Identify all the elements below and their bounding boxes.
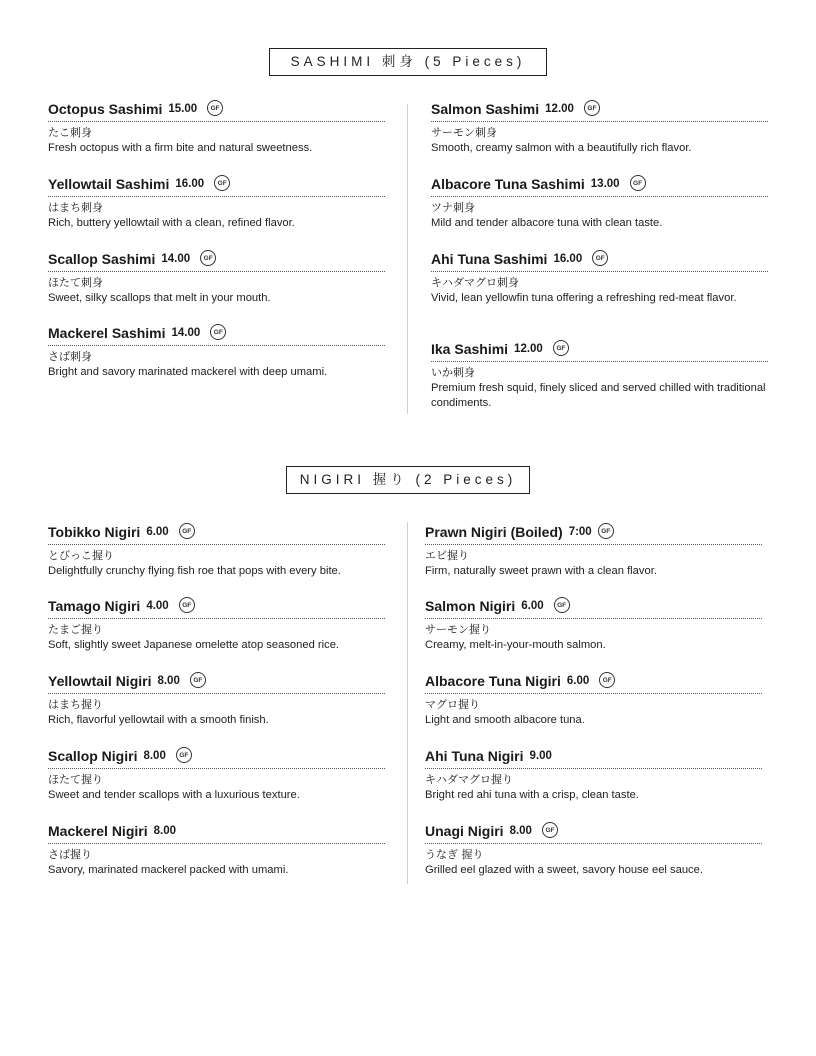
menu-item: [425, 822, 762, 878]
dotted-leader: [48, 693, 385, 694]
item-description: Rich, flavorful yellowtail with a smooth finish.: [48, 714, 269, 726]
item-description: Delightfully crunchy flying fish roe that pops with every bite.: [48, 565, 341, 577]
item-japanese-name: キハダマグロ握り: [425, 773, 513, 786]
item-name: Prawn Nigiri (Boiled): [425, 524, 563, 540]
menu-item: [425, 523, 762, 579]
item-description: Savory, marinated mackerel packed with umami.: [48, 864, 289, 876]
item-description: Vivid, lean yellowfin tuna offering a refreshing red-meat flavor.: [431, 292, 737, 304]
item-description: Premium fresh squid, finely sliced and served chilled with traditional condiments.: [431, 382, 766, 409]
menu-item: [425, 597, 762, 653]
menu-item: [425, 672, 762, 728]
nigiri-title-text: NIGIRI 握り (2 Pieces): [299, 472, 517, 487]
item-name: Albacore Tuna Nigiri: [425, 673, 561, 689]
menu-item: [48, 822, 385, 878]
item-price: 6.00: [521, 600, 544, 612]
item-name: Tobikko Nigiri: [48, 524, 141, 540]
sashimi-section-title: [269, 48, 547, 76]
sashimi-title-text: SASHIMI 刺身 (5 Pieces): [290, 54, 526, 69]
item-name: Yellowtail Nigiri: [48, 673, 152, 689]
menu-item: [48, 324, 385, 380]
item-description: Sweet, silky scallops that melt in your mouth.: [48, 292, 271, 304]
item-price: 14.00: [161, 253, 191, 265]
item-japanese-name: ほたて刺身: [48, 276, 103, 289]
item-price: 15.00: [168, 103, 198, 115]
item-name: Octopus Sashimi: [48, 101, 163, 117]
item-name: Mackerel Nigiri: [48, 823, 148, 839]
item-name: Ahi Tuna Sashimi: [431, 251, 548, 267]
gluten-free-icon: GF: [176, 747, 192, 763]
item-name: Scallop Nigiri: [48, 748, 138, 764]
item-japanese-name: ほたて握り: [48, 773, 103, 786]
item-price: 8.00: [157, 675, 180, 687]
item-price: 8.00: [143, 750, 166, 762]
menu-item: [48, 100, 385, 156]
gluten-free-icon: GF: [179, 597, 195, 613]
dotted-leader: [425, 843, 762, 844]
item-name: Unagi Nigiri: [425, 823, 504, 839]
item-name: Scallop Sashimi: [48, 251, 156, 267]
item-name: Ahi Tuna Nigiri: [425, 748, 524, 764]
item-price: 7:00: [568, 526, 592, 538]
gluten-free-icon: GF: [179, 523, 195, 539]
dotted-leader: [48, 843, 385, 844]
dotted-leader: [48, 196, 385, 197]
item-description: Light and smooth albacore tuna.: [425, 714, 585, 726]
item-japanese-name: たまご握り: [48, 623, 103, 636]
item-name: Salmon Nigiri: [425, 598, 516, 614]
item-price: 13.00: [590, 178, 620, 190]
item-description: Sweet and tender scallops with a luxurious texture.: [48, 789, 300, 801]
menu-item: [48, 672, 385, 728]
item-price: 9.00: [529, 750, 552, 762]
item-japanese-name: はまち握り: [48, 698, 103, 711]
gluten-free-icon: GF: [210, 324, 226, 340]
item-price: 6.00: [566, 675, 590, 687]
item-name: Yellowtail Sashimi: [48, 176, 170, 192]
item-name: Albacore Tuna Sashimi: [431, 176, 585, 192]
menu-item: [425, 747, 762, 803]
dotted-leader: [431, 121, 768, 122]
dotted-leader: [425, 544, 762, 545]
item-description: Creamy, melt-in-your-mouth salmon.: [425, 639, 606, 651]
item-description: Bright and savory marinated mackerel with deep umami.: [48, 366, 328, 378]
dotted-leader: [425, 693, 762, 694]
item-price: 14.00: [171, 327, 201, 339]
item-price: 12.00: [514, 343, 543, 355]
dotted-leader: [431, 271, 768, 272]
gluten-free-icon: GF: [553, 340, 569, 356]
item-japanese-name: エビ握り: [425, 549, 469, 562]
item-japanese-name: サーモン刺身: [431, 126, 497, 139]
item-japanese-name: うなぎ 握り: [425, 848, 484, 861]
menu-item: [431, 175, 768, 231]
item-price: 16.00: [175, 178, 205, 190]
sashimi-column-divider: [407, 104, 408, 414]
dotted-leader: [48, 121, 385, 122]
dotted-leader: [431, 196, 768, 197]
menu-item: [48, 747, 385, 803]
menu-item: [48, 175, 385, 231]
dotted-leader: [48, 345, 385, 346]
item-price: 12.00: [545, 103, 574, 115]
item-japanese-name: サーモン握り: [425, 623, 491, 636]
gluten-free-icon: GF: [542, 822, 558, 838]
menu-item: [431, 100, 768, 156]
gluten-free-icon: GF: [584, 100, 600, 116]
item-description: Smooth, creamy salmon with a beautifully rich flavor.: [431, 142, 692, 154]
item-name: Salmon Sashimi: [431, 101, 540, 117]
item-price: 8.00: [153, 825, 176, 837]
item-name: Tamago Nigiri: [48, 598, 141, 614]
dotted-leader: [48, 544, 385, 545]
dotted-leader: [425, 768, 762, 769]
item-price: 4.00: [146, 600, 169, 612]
gluten-free-icon: GF: [214, 175, 230, 191]
item-name: Ika Sashimi: [431, 341, 509, 357]
gluten-free-icon: GF: [598, 523, 614, 539]
item-price: 8.00: [509, 825, 532, 837]
gluten-free-icon: GF: [554, 597, 570, 613]
dotted-leader: [431, 361, 768, 362]
dotted-leader: [425, 618, 762, 619]
dotted-leader: [48, 618, 385, 619]
item-description: Firm, naturally sweet prawn with a clean flavor.: [425, 565, 657, 577]
menu-item: [431, 250, 768, 306]
dotted-leader: [48, 768, 385, 769]
item-name: Mackerel Sashimi: [48, 325, 166, 341]
item-price: 16.00: [553, 253, 583, 265]
item-description: Rich, buttery yellowtail with a clean, refined flavor.: [48, 217, 295, 229]
item-description: Mild and tender albacore tuna with clean taste.: [431, 217, 663, 229]
menu-item: [48, 250, 385, 306]
item-price: 6.00: [146, 526, 169, 538]
item-japanese-name: たこ刺身: [48, 126, 92, 139]
gluten-free-icon: GF: [599, 672, 615, 688]
menu-item: [48, 523, 385, 579]
dotted-leader: [48, 271, 385, 272]
item-japanese-name: はまち刺身: [48, 201, 103, 214]
item-description: Bright red ahi tuna with a crisp, clean taste.: [425, 789, 639, 801]
gluten-free-icon: GF: [592, 250, 608, 266]
item-description: Grilled eel glazed with a sweet, savory house eel sauce.: [425, 864, 703, 876]
nigiri-column-divider: [407, 522, 408, 884]
item-japanese-name: さば刺身: [48, 350, 92, 363]
nigiri-section-title: [286, 466, 530, 494]
gluten-free-icon: GF: [630, 175, 646, 191]
gluten-free-icon: GF: [207, 100, 223, 116]
gluten-free-icon: GF: [200, 250, 216, 266]
item-description: Fresh octopus with a firm bite and natural sweetness.: [48, 142, 313, 154]
item-japanese-name: ツナ刺身: [431, 201, 475, 214]
item-japanese-name: マグロ握り: [425, 698, 480, 711]
item-japanese-name: キハダマグロ刺身: [431, 276, 519, 289]
item-japanese-name: さば握り: [48, 848, 92, 861]
item-japanese-name: いか刺身: [431, 366, 475, 379]
menu-item: [431, 340, 768, 411]
item-japanese-name: とびっこ握り: [48, 549, 114, 562]
menu-item: [48, 597, 385, 653]
gluten-free-icon: GF: [190, 672, 206, 688]
item-description: Soft, slightly sweet Japanese omelette atop seasoned rice.: [48, 639, 340, 651]
